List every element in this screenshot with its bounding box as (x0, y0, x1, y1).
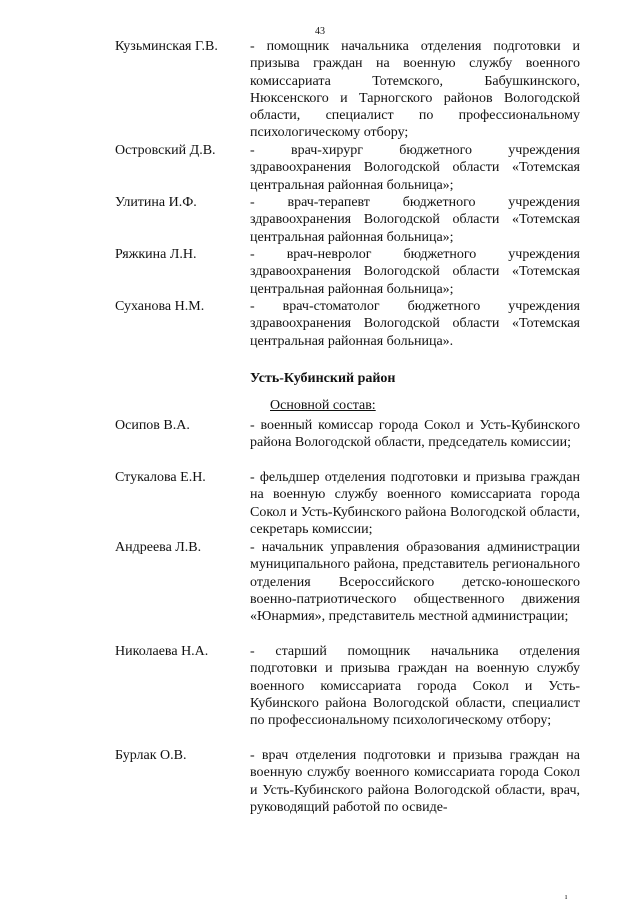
list-item (0, 38, 640, 142)
member-position: - врач отделения подготовки и призыва граждан на военную службу военного комиссариата города Сокол и Усть-Кубинского района Вологодской области, врач, руководящий работой по освиде- (250, 748, 580, 815)
corner-mark: ı (565, 892, 568, 901)
members-list-totma (0, 38, 640, 350)
member-position: - старший помощник начальника отделения подготовки и призыва граждан на военную службу военного комиссариата города Сокол и Усть-Кубинского района Вологодской области, специалист по профессиональному психологическому отбору; (250, 644, 580, 729)
list-item (0, 747, 640, 817)
member-name: Кузьминская Г.В. (115, 39, 218, 54)
district-heading: Усть-Кубинский район (250, 371, 396, 386)
page-number: 43 (315, 26, 325, 37)
member-position: - врач-хирург бюджетного учреждения здравоохранения Вологодской области «Тотемская центральная районная больница»; (250, 143, 580, 193)
member-name: Улитина И.Ф. (115, 195, 197, 210)
member-position: - врач-невролог бюджетного учреждения здравоохранения Вологодской области «Тотемская центральная районная больница»; (250, 247, 580, 297)
member-position: - врач-стоматолог бюджетного учреждения здравоохранения Вологодской области «Тотемская центральная районная больница». (250, 299, 580, 349)
list-item (0, 539, 640, 643)
member-name: Суханова Н.М. (115, 299, 205, 314)
member-name: Островский Д.В. (115, 143, 216, 158)
member-position: - врач-терапевт бюджетного учреждения здравоохранения Вологодской области «Тотемская центральная районная больница»; (250, 195, 580, 245)
list-item (0, 194, 640, 246)
member-name: Бурлак О.В. (115, 748, 187, 763)
member-position: - помощник начальника отделения подготовки и призыва граждан на военную службу военного комиссариата Тотемского, Бабушкинского, Нюксенского и Тарногского районов Вологодской области, специалист по профессиональному психологическому отбору; (250, 39, 580, 141)
list-item (0, 142, 640, 194)
member-name: Осипов В.А. (115, 418, 190, 433)
member-position: - военный комиссар города Сокол и Усть-Кубинского района Вологодской области, председатель комиссии; (250, 418, 580, 451)
composition-label: Основной состав: (270, 398, 376, 413)
member-position: - начальник управления образования администрации муниципального района, представитель регионального отделения Всероссийского детско-юношеского военно-патриотического общественного движения «Юнармия», представитель местной администрации; (250, 540, 580, 625)
member-name: Ряжкина Л.Н. (115, 247, 197, 262)
member-name: Стукалова Е.Н. (115, 470, 206, 485)
list-item (0, 417, 640, 469)
list-item (0, 298, 640, 350)
members-list-ust-kubinsky (0, 417, 640, 817)
list-item (0, 469, 640, 539)
list-item (0, 643, 640, 747)
list-item (0, 246, 640, 298)
member-name: Николаева Н.А. (115, 644, 209, 659)
member-name: Андреева Л.В. (115, 540, 202, 555)
member-position: - фельдшер отделения подготовки и призыва граждан на военную службу военного комиссариата города Сокол и Усть-Кубинского района Вологодской области, секретарь комиссии; (250, 470, 580, 537)
